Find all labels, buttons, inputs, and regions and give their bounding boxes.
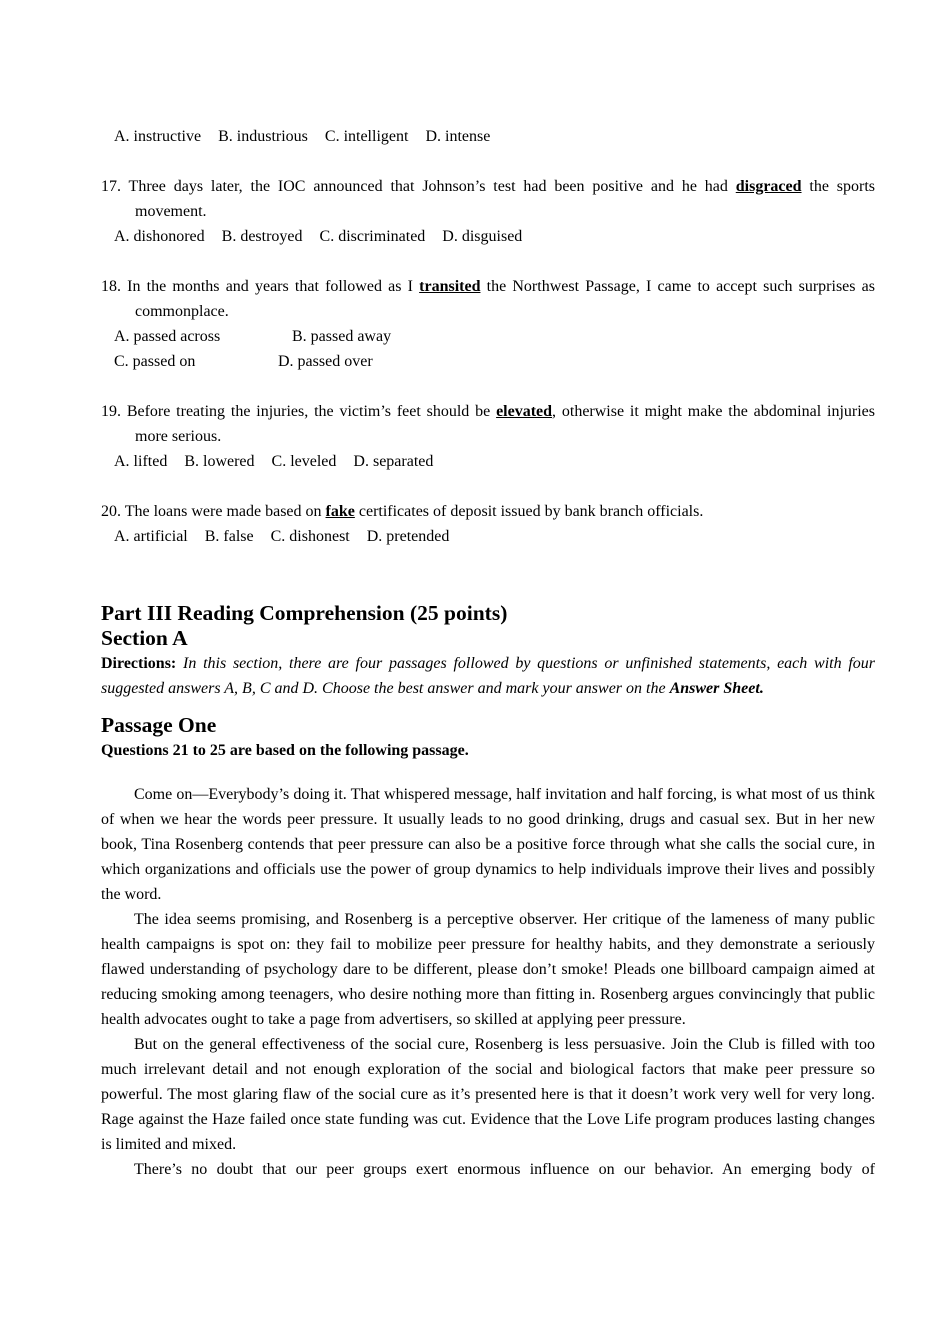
q18-keyword: transited — [419, 278, 481, 295]
spacer — [101, 474, 875, 499]
section-title: Section A — [101, 626, 188, 650]
passage-title: Passage One — [101, 713, 217, 737]
spacer — [101, 549, 875, 601]
q17-option-a[interactable]: A. dishonored — [114, 228, 205, 245]
q19-option-d[interactable]: D. separated — [353, 453, 434, 470]
q18-stem: 18. In the months and years that followed as I transited the Northwest Passage, I came to accept such surprises as commonplace. — [101, 278, 875, 320]
q17-stem: 17. Three days later, the IOC announced that Johnson’s test had been positive and he had disgraced the sports movement. — [101, 178, 876, 220]
spacer — [101, 149, 875, 174]
q16-options — [114, 124, 875, 149]
q16-option-d[interactable]: D. intense — [425, 128, 491, 145]
q17-option-b[interactable]: B. destroyed — [221, 228, 303, 245]
q19-stem: 19. Before treating the injuries, the victim’s feet should be elevated, otherwise it might make the abdominal injuries more serious. — [101, 403, 875, 445]
q17-option-d[interactable]: D. disguised — [442, 228, 523, 245]
q19-option-b[interactable]: B. lowered — [184, 453, 255, 470]
passage-paragraph-1: Come on—Everybody’s doing it. That whispered message, half invitation and half forcing, is what most of us think of when we hear the words peer pressure. It usually leads to no good drinking, drugs and casual sex. But in her new book, Tina Rosenberg contends that peer pressure can also be a positive force through what she calls the social cure, in which organizations and officials use the power of group dynamics to help individuals improve their lives and possibly the word. — [101, 786, 875, 903]
directions-label: Directions: — [101, 655, 177, 672]
q17-option-c[interactable]: C. discriminated — [319, 228, 426, 245]
q18-option-d[interactable]: D. passed over — [278, 353, 373, 370]
part-title: Part III Reading Comprehension (25 points) — [101, 601, 508, 625]
q17-keyword: disgraced — [735, 178, 802, 195]
exam-page — [101, 124, 875, 1182]
directions — [101, 651, 875, 701]
passage-paragraph-2: The idea seems promising, and Rosenberg is a perceptive observer. Her critique of the lameness of many public health campaigns is spot on: they fail to mobilize peer pressure for healthy habits, and they demonstrate a seriously flawed understanding of psychology dare to be different, please don’t smoke! Pleads one billboard campaign aimed at reducing smoking among teenagers, who desire nothing more than fitting in. Rosenberg argues convincingly that public health advocates ought to take a page from advertisers, so skilled at applying peer pressure. — [101, 911, 875, 1028]
q17-options — [114, 224, 875, 249]
spacer — [101, 374, 875, 399]
passage-intro: Questions 21 to 25 are based on the following passage. — [101, 742, 469, 759]
q20-option-a[interactable]: A. artificial — [114, 528, 188, 545]
q18-option-c[interactable]: C. passed on — [114, 353, 196, 370]
directions-text: In this section, there are four passages followed by questions or unfinished statements, each with four suggested answers A, B, C and D. Choose the best answer and mark your answer on the — [101, 655, 875, 697]
q19-option-a[interactable]: A. lifted — [114, 453, 168, 470]
q19-option-c[interactable]: C. leveled — [271, 453, 337, 470]
q19-keyword: elevated — [496, 403, 553, 420]
q20-option-c[interactable]: C. dishonest — [270, 528, 350, 545]
spacer — [101, 249, 875, 274]
passage-paragraph-3: But on the general effectiveness of the social cure, Rosenberg is less persuasive. Join the Club is filled with too much irrelevant detail and not enough exploration of the social and biological factors that make peer pressure so powerful. The most glaring flaw of the social cure as it’s presented here is that it doesn’t work very well for very long. Rage against the Haze failed once state funding was cut. Evidence that the Love Life program produces lasting changes is limited and mixed. — [101, 1036, 875, 1153]
q18-option-a[interactable]: A. passed across — [114, 328, 221, 345]
answer-sheet-ref: Answer Sheet. — [669, 680, 764, 697]
q16-option-c[interactable]: C. intelligent — [324, 128, 409, 145]
q19-options — [114, 449, 875, 474]
q18-options-row-2 — [114, 349, 875, 374]
passage-paragraph-4: There’s no doubt that our peer groups exert enormous influence on our behavior. An emerging body of — [134, 1161, 875, 1178]
q20-options — [114, 524, 875, 549]
q16-option-b[interactable]: B. industrious — [218, 128, 308, 145]
q20-keyword: fake — [325, 503, 355, 520]
q20-option-d[interactable]: D. pretended — [366, 528, 450, 545]
q18-option-b[interactable]: B. passed away — [292, 328, 392, 345]
spacer — [101, 763, 875, 782]
q20-stem: 20. The loans were made based on fake certificates of deposit issued by bank branch officials. — [101, 503, 704, 520]
q20-option-b[interactable]: B. false — [204, 528, 254, 545]
q16-option-a[interactable]: A. instructive — [114, 128, 202, 145]
q18-options-row-1 — [114, 324, 875, 349]
